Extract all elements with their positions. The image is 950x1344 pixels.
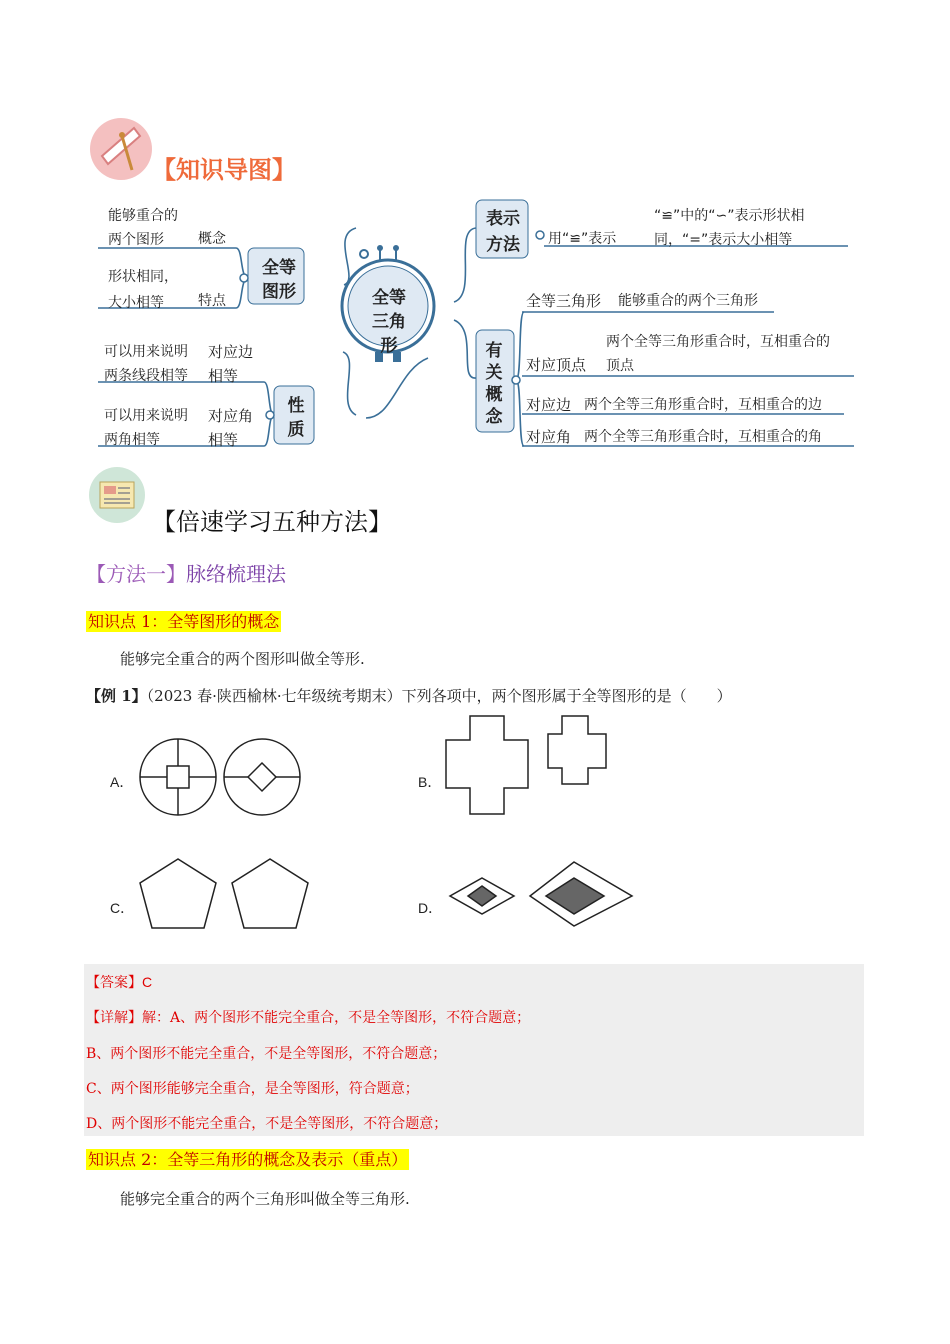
ruler-compass-icon — [88, 116, 154, 182]
side-label: 对应边 相等 — [208, 343, 254, 385]
r4-desc: 两个全等三角形重合时，互相重合的角 — [584, 429, 822, 445]
r4-term: 对应角 — [526, 428, 572, 446]
node-quandeng-tuxing: 全等 图形 — [262, 258, 296, 302]
angle-label: 对应角 相等 — [208, 407, 254, 449]
side-desc: 可以用来说明 两条线段相等 — [104, 344, 188, 384]
option-a-label: A． — [110, 774, 134, 790]
kp1-text: 能够完全重合的两个图形叫做全等形. — [120, 650, 365, 668]
r3-term: 对应边 — [526, 396, 572, 414]
answer-line: 【答案】C — [86, 974, 153, 991]
detail-line-1: 【详解】解：A、两个图形不能完全重合，不是全等图形，不符合题意； — [86, 1010, 531, 1026]
option-d-label: D． — [418, 900, 443, 916]
r2-desc: 两个全等三角形重合时，互相重合的 顶点 — [606, 334, 830, 374]
option-a-figure — [138, 736, 304, 820]
r3-desc: 两个全等三角形重合时，互相重合的边 — [584, 397, 822, 413]
detail-line-3: C、两个图形能够完全重合，是全等图形，符合题意； — [86, 1081, 419, 1097]
method1-heading: 【方法一】脉络梳理法 — [86, 562, 286, 586]
feature-desc: 形状相同， 大小相等 — [108, 269, 178, 311]
r1-term: 全等三角形 — [526, 292, 602, 310]
node-biaoshi-fangfa: 表示 方法 — [486, 209, 520, 255]
mindmap-center: 全等 三角形 — [372, 288, 406, 356]
concept-label: 概念 — [198, 231, 226, 247]
kp1-heading: 知识点 1：全等图形的概念 — [88, 612, 280, 631]
angle-desc: 可以用来说明 两角相等 — [104, 408, 188, 448]
option-b-label: B． — [418, 774, 442, 790]
option-d-figure — [446, 860, 636, 928]
bs-line1: 用“≌”表示 — [548, 231, 617, 247]
bs-note: “≌”中的“∽”表示形状相 同，“=”表示大小相等 — [654, 208, 805, 248]
notebook-icon — [88, 466, 146, 524]
r1-desc: 能够重合的两个三角形 — [618, 293, 758, 309]
node-youguan-gainian: 有 关 概 念 — [485, 341, 503, 427]
example1: 【例 1】（2023 春·陕西榆林·七年级统考期末）下列各项中，两个图形属于全等图形的是（ ） — [86, 687, 732, 705]
option-b-figure — [444, 714, 614, 818]
option-c-figure — [136, 856, 312, 932]
feature-label: 特点 — [198, 293, 226, 309]
section-title-mindmap: 【知识导图】 — [152, 156, 296, 184]
option-c-label: C． — [110, 900, 135, 916]
detail-line-4: D、两个图形不能完全重合，不是全等图形，不符合题意； — [86, 1116, 448, 1132]
concept-desc: 能够重合的 两个图形 — [108, 208, 178, 248]
kp2-text: 能够完全重合的两个三角形叫做全等三角形. — [120, 1190, 410, 1208]
kp2-heading: 知识点 2：全等三角形的概念及表示（重点） — [88, 1150, 408, 1169]
section-title-methods: 【倍速学习五种方法】 — [152, 508, 392, 536]
detail-line-2: B、两个图形不能完全重合，不是全等图形，不符合题意； — [86, 1046, 447, 1062]
node-xingzhi: 性 质 — [287, 396, 305, 440]
r2-term: 对应顶点 — [526, 356, 587, 374]
